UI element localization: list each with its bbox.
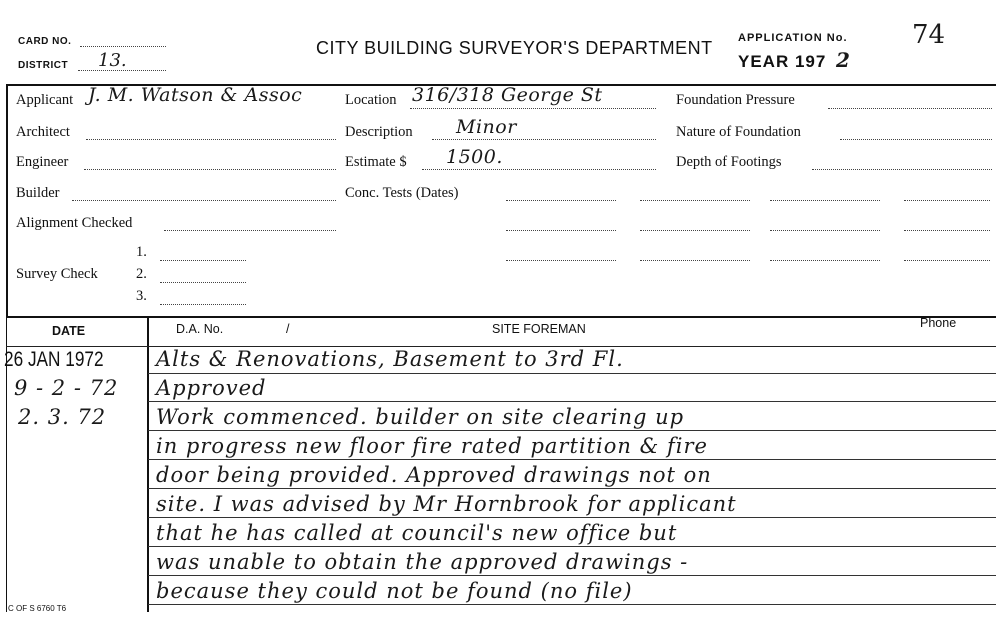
builder-label: Builder xyxy=(16,185,60,201)
log-entry-text: Approved xyxy=(156,376,267,400)
survey-check-line-2 xyxy=(160,282,246,283)
log-entry-date: 9 - 2 - 72 xyxy=(14,376,119,400)
applicant-value: J. M. Watson & Assoc xyxy=(88,84,303,106)
log-entry-text: because they could not be found (no file) xyxy=(156,579,633,603)
estimate-value: 1500. xyxy=(446,146,503,168)
foundation-pressure-label: Foundation Pressure xyxy=(676,92,795,108)
builder-line xyxy=(72,200,336,201)
conc-tests-line-3b xyxy=(640,260,750,261)
conc-tests-line-2d xyxy=(904,230,990,231)
da-no-header: D.A. No. xyxy=(176,322,224,336)
nature-of-foundation-label: Nature of Foundation xyxy=(676,124,801,140)
alignment-checked-line xyxy=(164,230,336,231)
engineer-label: Engineer xyxy=(16,154,69,170)
log-top-border xyxy=(6,316,996,318)
applicant-label: Applicant xyxy=(16,92,74,108)
log-rule xyxy=(148,373,996,374)
log-entry-date: 26 JAN 1972 xyxy=(4,348,104,371)
year-label: YEAR 197 xyxy=(738,52,827,71)
log-entry-text: that he has called at council's new office but xyxy=(156,521,678,545)
log-entry-text: Work commenced. builder on site clearing up xyxy=(156,405,685,429)
log-entry-text: in progress new floor fire rated partition & fire xyxy=(156,434,708,458)
date-column-divider xyxy=(147,316,149,612)
log-rule xyxy=(148,430,996,431)
log-rule xyxy=(148,546,996,547)
site-foreman-header: SITE FOREMAN xyxy=(492,322,586,336)
location-line xyxy=(410,108,656,109)
architect-label: Architect xyxy=(16,124,70,140)
department-title: CITY BUILDING SURVEYOR'S DEPARTMENT xyxy=(316,38,713,58)
log-entry-text: door being provided. Approved drawings not on xyxy=(156,463,712,487)
depth-of-footings-line xyxy=(812,169,992,170)
district-value: 13. xyxy=(98,50,127,71)
date-header: DATE xyxy=(52,324,86,338)
conc-tests-line-3a xyxy=(506,260,616,261)
conc-tests-line-1b xyxy=(640,200,750,201)
log-rule xyxy=(148,575,996,576)
description-line xyxy=(432,139,656,140)
log-entry-date: 2. 3. 72 xyxy=(18,405,107,429)
conc-tests-label: Conc. Tests (Dates) xyxy=(345,185,459,201)
conc-tests-line-1d xyxy=(904,200,990,201)
card-no-label: CARD NO. xyxy=(18,36,72,47)
conc-tests-line-2c xyxy=(770,230,880,231)
application-no-label: APPLICATION No. xyxy=(738,32,848,44)
architect-line xyxy=(86,139,336,140)
log-rule xyxy=(148,459,996,460)
conc-tests-line-2b xyxy=(640,230,750,231)
alignment-checked-label: Alignment Checked xyxy=(16,215,133,231)
conc-tests-line-2a xyxy=(506,230,616,231)
location-value: 316/318 George St xyxy=(412,84,603,106)
log-entry-text: was unable to obtain the approved drawings - xyxy=(156,550,689,574)
log-entry-text: Alts & Renovations, Basement to 3rd Fl. xyxy=(156,347,624,371)
estimate-label: Estimate $ xyxy=(345,154,407,170)
card-no-line xyxy=(80,46,166,47)
log-rule xyxy=(148,517,996,518)
conc-tests-line-1c xyxy=(770,200,880,201)
survey-check-line-3 xyxy=(160,304,246,305)
nature-of-foundation-line xyxy=(840,139,992,140)
application-no-value: 74 xyxy=(912,20,946,50)
foundation-pressure-line xyxy=(828,108,992,109)
description-value: Minor xyxy=(456,116,517,138)
conc-tests-line-3d xyxy=(904,260,990,261)
log-rule xyxy=(148,488,996,489)
year-digit: 2 xyxy=(836,48,850,72)
location-label: Location xyxy=(345,92,397,108)
conc-tests-line-3c xyxy=(770,260,880,261)
description-label: Description xyxy=(345,124,413,140)
phone-header: Phone xyxy=(920,316,957,330)
form-code: C OF S 6760 T6 xyxy=(8,604,67,613)
estimate-line xyxy=(422,169,656,170)
survey-check-line-1 xyxy=(160,260,246,261)
conc-tests-line-1a xyxy=(506,200,616,201)
engineer-line xyxy=(84,169,336,170)
da-no-slash: / xyxy=(286,322,290,336)
survey-check-number-2: 2. xyxy=(136,266,147,282)
district-label: DISTRICT xyxy=(18,60,69,71)
survey-check-number-3: 3. xyxy=(136,288,147,304)
survey-check-label: Survey Check xyxy=(16,266,98,282)
log-rule xyxy=(148,604,996,605)
survey-check-number-1: 1. xyxy=(136,244,147,260)
depth-of-footings-label: Depth of Footings xyxy=(676,154,782,170)
log-entry-text: site. I was advised by Mr Hornbrook for applicant xyxy=(156,492,737,516)
log-rule xyxy=(148,401,996,402)
left-border-upper xyxy=(6,84,8,316)
